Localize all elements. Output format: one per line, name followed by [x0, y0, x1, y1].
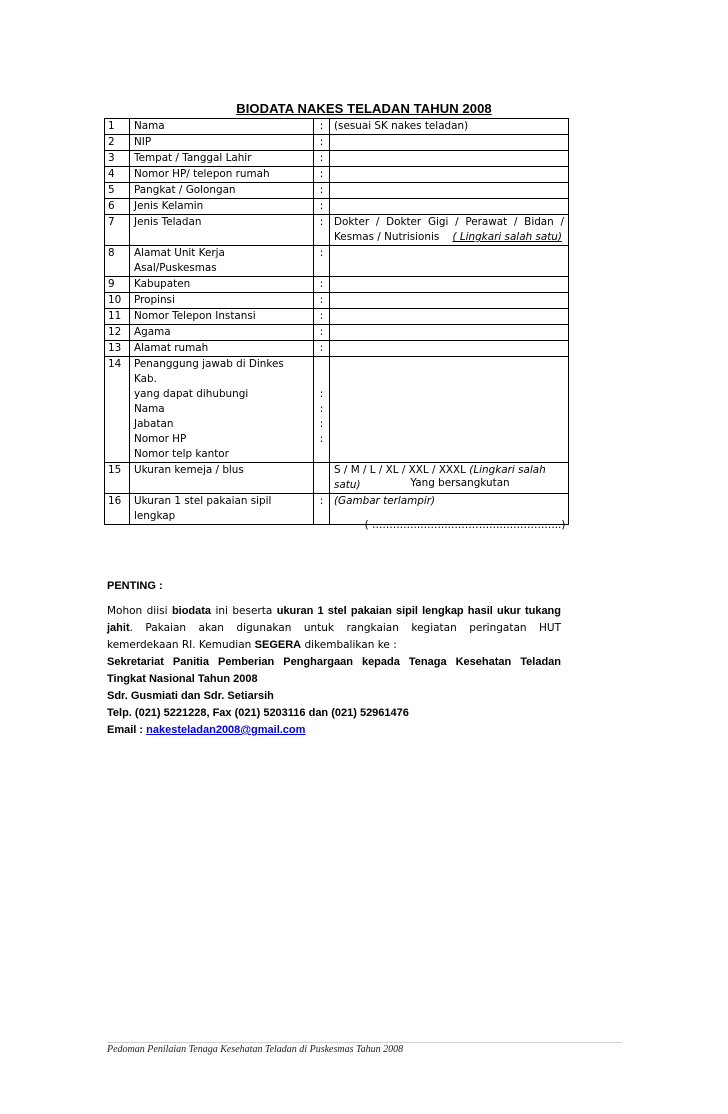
row-colon: :: [314, 151, 330, 167]
table-row: [105, 199, 569, 215]
row-label: Ukuran 1 stel pakaian sipil lengkap: [130, 494, 314, 525]
row-label: Kabupaten: [130, 277, 314, 293]
teladan-options-note: ( Lingkari salah satu): [452, 231, 562, 243]
row-number: 16: [105, 494, 130, 525]
row-value[interactable]: [330, 309, 569, 325]
row-number: 10: [105, 293, 130, 309]
row-number: 5: [105, 183, 130, 199]
table-row: [105, 246, 569, 277]
row-colon: :: [314, 293, 330, 309]
row-label: Alamat rumah: [130, 341, 314, 357]
row-colon: :: [314, 199, 330, 215]
row-value[interactable]: [330, 167, 569, 183]
row-colon: :: [314, 183, 330, 199]
table-row: [105, 357, 569, 463]
table-row: [105, 151, 569, 167]
sub-colon: :: [319, 403, 324, 415]
notes-bold-ukuran: ukuran 1 stel pakaian sipil lengkap hasil ukur tukang jahit: [107, 605, 561, 634]
row-number: 12: [105, 325, 130, 341]
sub-colon: :: [319, 433, 324, 445]
notes-paragraph: [107, 603, 561, 654]
row-value[interactable]: [330, 183, 569, 199]
email-link[interactable]: nakesteladan2008@gmail.com: [146, 724, 306, 736]
notes-text: ini beserta: [211, 605, 277, 617]
sub-label: Nomor telp kantor: [134, 448, 229, 460]
size-options-note: (Lingkari salah satu): [334, 464, 546, 491]
row-number: 9: [105, 277, 130, 293]
row-colon: :: [314, 494, 330, 525]
footer-divider: [107, 1042, 621, 1043]
notes-text: . Pakaian akan digunakan untuk rangkaian kegiatan peringatan HUT kemerdekaan RI. Kemudian: [107, 622, 561, 651]
row-label: [130, 357, 314, 463]
row-value[interactable]: [330, 135, 569, 151]
table-row: [105, 309, 569, 325]
row-label: Pangkat / Golongan: [130, 183, 314, 199]
table-row: [105, 293, 569, 309]
row-value[interactable]: [330, 151, 569, 167]
row-label: Nomor Telepon Instansi: [130, 309, 314, 325]
sub-label: Nomor HP: [134, 433, 187, 445]
row-label-line: yang dapat dihubungi: [134, 388, 249, 400]
row-number: 2: [105, 135, 130, 151]
row-colon: :: [314, 215, 330, 246]
contact-email: [107, 722, 561, 739]
row-number: 6: [105, 199, 130, 215]
row-label: Tempat / Tanggal Lahir: [130, 151, 314, 167]
contact-phone: Telp. (021) 5221228, Fax (021) 5203116 dan (021) 52961476: [107, 707, 409, 719]
biodata-table: [104, 118, 569, 525]
row-value[interactable]: [330, 293, 569, 309]
row-colon: [314, 357, 330, 463]
row-label: Nama: [130, 119, 314, 135]
notes-text: Mohon diisi: [107, 605, 172, 617]
teladan-options-line2-text: Kesmas / Nutrisionis: [334, 231, 440, 243]
row-label: NIP: [130, 135, 314, 151]
row-number: 14: [105, 357, 130, 463]
row-label: Jenis Kelamin: [130, 199, 314, 215]
row-colon: :: [314, 135, 330, 151]
table-row: [105, 341, 569, 357]
sub-colon: :: [319, 418, 324, 430]
table-row: [105, 135, 569, 151]
row-colon: [314, 463, 330, 494]
row-number: 3: [105, 151, 130, 167]
row-number: 4: [105, 167, 130, 183]
row-value[interactable]: [330, 246, 569, 277]
table-row: [105, 183, 569, 199]
row-label: Alamat Unit Kerja Asal/Puskesmas: [130, 246, 314, 277]
row-label: Jenis Teladan: [130, 215, 314, 246]
row-colon: :: [314, 309, 330, 325]
notes-bold-segera: SEGERA: [254, 639, 302, 651]
row-value[interactable]: [330, 325, 569, 341]
row-number: 7: [105, 215, 130, 246]
row-value[interactable]: [330, 357, 569, 463]
row-colon: :: [314, 325, 330, 341]
row-number: 8: [105, 246, 130, 277]
size-options: S / M / L / XL / XXL / XXXL: [334, 464, 466, 476]
form-title: BIODATA NAKES TELADAN TAHUN 2008: [236, 101, 492, 116]
table-row: [105, 215, 569, 246]
row-label: Ukuran kemeja / blus: [130, 463, 314, 494]
row-colon: :: [314, 246, 330, 277]
signature-label: Yang bersangkutan: [410, 477, 510, 489]
row-value[interactable]: (Gambar terlampir): [330, 494, 569, 525]
row-value[interactable]: (sesuai SK nakes teladan): [330, 119, 569, 135]
teladan-options-line2: [334, 230, 564, 245]
row-value[interactable]: [330, 341, 569, 357]
row-label: Agama: [130, 325, 314, 341]
notes-heading: PENTING :: [107, 580, 163, 592]
row-value[interactable]: [330, 215, 569, 246]
notes-text: dikembalikan ke :: [301, 639, 397, 651]
signature-line[interactable]: ( …………..……..…………….……………..): [364, 519, 566, 531]
row-number: 15: [105, 463, 130, 494]
page-footer: Pedoman Penilaian Tenaga Kesehatan Teladan di Puskesmas Tahun 2008: [107, 1044, 404, 1055]
row-number: 13: [105, 341, 130, 357]
row-value[interactable]: [330, 277, 569, 293]
row-colon: :: [314, 167, 330, 183]
table-row: [105, 119, 569, 135]
row-label: Propinsi: [130, 293, 314, 309]
sub-colon: :: [319, 388, 324, 400]
row-value[interactable]: [330, 199, 569, 215]
table-row: [105, 325, 569, 341]
teladan-options-line1: Dokter / Dokter Gigi / Perawat / Bidan /: [334, 216, 564, 228]
important-notes: [107, 578, 561, 739]
email-label: Email :: [107, 724, 147, 736]
sub-label: Nama: [134, 403, 165, 415]
row-number: 1: [105, 119, 130, 135]
table-row: [105, 167, 569, 183]
sub-label: Jabatan: [134, 418, 174, 430]
row-colon: :: [314, 277, 330, 293]
secretariat-name: Sekretariat Panitia Pemberian Penghargaan kepada Tenaga Kesehatan Teladan Tingkat Nasional Tahun 2008: [107, 656, 561, 685]
row-label-line: Penanggung jawab di Dinkes Kab.: [134, 358, 284, 385]
row-label: Nomor HP/ telepon rumah: [130, 167, 314, 183]
row-colon: :: [314, 119, 330, 135]
contact-persons: Sdr. Gusmiati dan Sdr. Setiarsih: [107, 690, 274, 702]
table-row: [105, 277, 569, 293]
row-colon: :: [314, 341, 330, 357]
notes-bold-biodata: biodata: [171, 605, 212, 617]
row-number: 11: [105, 309, 130, 325]
